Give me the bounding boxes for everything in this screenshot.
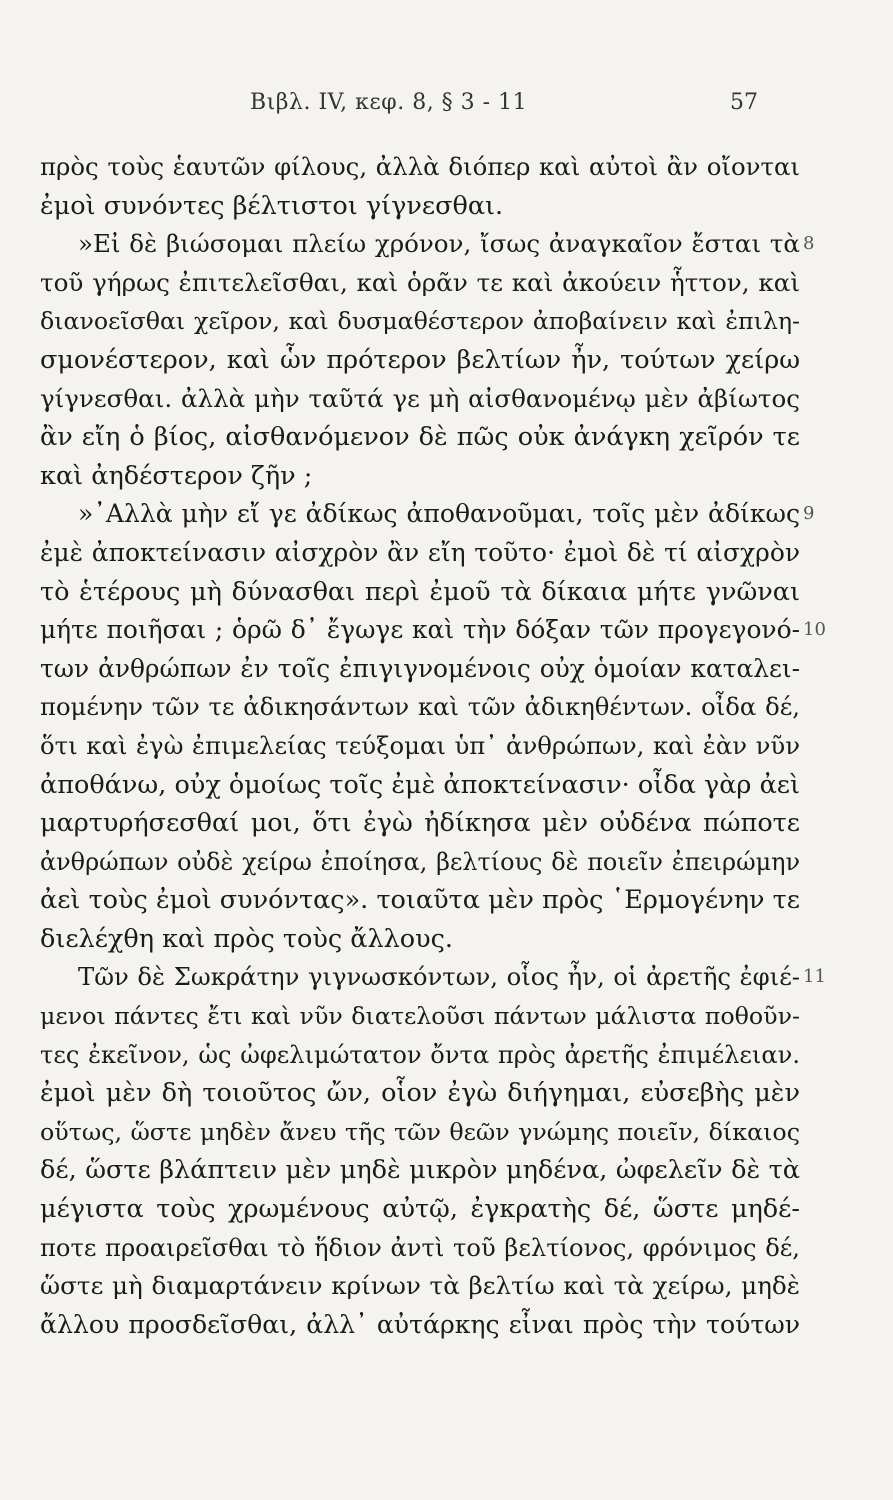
text-line-content: διελέχθη καὶ πρὸς τοὺς ἄλλους. (40, 923, 454, 954)
text-line-content: τὸ ἑτέρους μὴ δύνασθαι περὶ ἐμοῦ τὰ δίκαια μήτε γνῶναι (40, 576, 800, 607)
text-line-content: καὶ ἀηδέστερον ζῆν ; (40, 460, 313, 491)
body-text (40, 148, 826, 1344)
text-line (40, 187, 800, 226)
text-line-content: ἐμοὶ συνόντες βέλτιστοι γίγνεσθαι. (40, 190, 504, 221)
text-line-content: ἀποθάνω, οὐχ ὁμοίως τοῖς ἐμὲ ἀποκτείνασιν· οἶδα γὰρ ἀεὶ (40, 769, 800, 800)
text-line-content: γίγνεσθαι. ἀλλὰ μὴν ταῦτά γε μὴ αἰσθανομένῳ μὲν ἀβίωτος (40, 383, 800, 413)
text-line (40, 1190, 800, 1229)
text-line (40, 1074, 800, 1113)
text-line (40, 457, 800, 496)
text-line (40, 881, 800, 920)
text-line-content: ἀεὶ τοὺς ἐμοὶ συνόντας». τοιαῦτα μὲν πρὸς ῾Ερμογένην τε (40, 885, 800, 916)
text-line (40, 264, 800, 303)
text-line (40, 611, 826, 650)
text-line (40, 380, 800, 419)
text-line-content: ἀνθρώπων οὐδὲ χείρω ἐποίησα, βελτίους δὲ ποιεῖν ἐπειρώμην (40, 847, 800, 876)
text-line-content: διανοεῖσθαι χεῖρον, καὶ δυσμαθέστερον ἀποβαίνειν καὶ ἐπιλη- (40, 307, 800, 336)
text-line-content: των ἀνθρώπων ἐν τοῖς ἐπιγιγνομένοις οὐχ ὁμοίαν καταλει- (40, 653, 800, 683)
text-line (40, 843, 800, 882)
text-line-content: ἐμοὶ μὲν δὴ τοιοῦτος ὤν, οἷον ἐγὼ διήγημαι, εὐσεβὴς μὲν (40, 1078, 800, 1109)
text-line-content: δέ, ὥστε βλάπτειν μὲν μηδὲ μικρὸν μηδένα, ὠφελεῖν δὲ τὰ (40, 1155, 800, 1186)
text-line-content: σμονέστερον, καὶ ὧν πρότερον βελτίων ἦν, τούτων χείρω (40, 344, 800, 375)
text-line-content: ὥστε μὴ διαμαρτάνειν κρίνων τὰ βελτίω καὶ τὰ χείρω, μηδὲ (40, 1271, 800, 1301)
text-line (40, 1113, 800, 1152)
text-line (40, 573, 800, 612)
text-line (40, 727, 800, 766)
text-line (40, 1036, 800, 1075)
section-number: 11 (803, 966, 826, 988)
running-head: Βιβλ. IV, κεφ. 8, § 3 - 11 (250, 90, 528, 115)
text-line-content: μήτε ποιῆσαι ; ὁρῶ δ᾽ ἔγωγε καὶ τὴν δόξαν τῶν προγεγονό- (40, 615, 800, 645)
text-line-content: ἐμὲ ἀποκτείνασιν αἰσχρὸν ἂν εἴη τοῦτο· ἐμοὶ δὲ τί αἰσχρὸν (40, 537, 800, 567)
text-line (40, 418, 800, 457)
text-line (40, 341, 800, 380)
text-line (40, 920, 800, 959)
text-line (40, 766, 800, 805)
text-line (40, 1151, 800, 1190)
text-line (40, 650, 800, 689)
text-line (40, 225, 815, 264)
text-line (40, 302, 800, 341)
section-number: 8 (803, 233, 815, 255)
text-line (40, 688, 800, 727)
text-line-content: Τῶν δὲ Σωκράτην γιγνωσκόντων, οἷος ἦν, οἱ ἀρετῆς ἐφιέ- (78, 962, 800, 992)
text-line-content: μαρτυρήσεσθαί μοι, ὅτι ἐγὼ ἠδίκησα μὲν οὐδένα πώποτε (40, 808, 800, 839)
text-line (40, 495, 815, 534)
text-line-content: »Εἰ δὲ βιώσομαι πλείω χρόνον, ἴσως ἀναγκαῖον ἔσται τὰ (78, 229, 800, 259)
text-line-content: ποτε προαιρεῖσθαι τὸ ἥδιον ἀντὶ τοῦ βελτίονος, φρόνιμος δέ, (40, 1233, 800, 1262)
text-line-content: »᾽Αλλὰ μὴν εἴ γε ἀδίκως ἀποθανοῦμαι, τοῖς μὲν ἀδίκως (78, 499, 800, 529)
text-line (40, 1306, 800, 1345)
section-number: 10 (803, 619, 826, 641)
text-line (40, 804, 800, 843)
text-line-content: μενοι πάντες ἔτι καὶ νῦν διατελοῦσι πάντων μάλιστα ποθοῦν- (40, 1002, 800, 1031)
text-line (40, 534, 800, 573)
text-line-content: ἂν εἴη ὁ βίος, αἰσθανόμενον δὲ πῶς οὐκ ἀνάγκη χεῖρόν τε (40, 422, 800, 453)
text-line-content: οὕτως, ὥστε μηδὲν ἄνευ τῆς τῶν θεῶν γνώμης ποιεῖν, δίκαιος (40, 1117, 800, 1146)
page-number: 57 (730, 90, 758, 115)
text-line-content: πομένην τῶν τε ἀδικησάντων καὶ τῶν ἀδικηθέντων. οἶδα δέ, (40, 692, 800, 722)
text-line (40, 958, 826, 997)
text-line-content: τοῦ γήρως ἐπιτελεῖσθαι, καὶ ὁρᾶν τε καὶ ἀκούειν ἧττον, καὶ (40, 267, 800, 297)
text-line (40, 148, 800, 187)
text-line-content: ἄλλου προσδεῖσθαι, ἀλλ᾽ αὐτάρκης εἶναι πρὸς τὴν τούτων (40, 1309, 800, 1339)
page-header (0, 90, 893, 130)
text-line-content: ὅτι καὶ ἐγὼ ἐπιμελείας τεύξομαι ὑπ᾽ ἀνθρώπων, καὶ ἐὰν νῦν (40, 730, 800, 760)
text-line (40, 997, 800, 1036)
text-line-content: τες ἐκεῖνον, ὡς ὠφελιμώτατον ὄντα πρὸς ἀρετῆς ἐπιμέλειαν. (40, 1040, 800, 1069)
text-line-content: πρὸς τοὺς ἑαυτῶν φίλους, ἀλλὰ διόπερ καὶ αὐτοὶ ἂν οἴονται (40, 152, 800, 181)
text-line-content: μέγιστα τοὺς χρωμένους αὐτῷ, ἐγκρατὴς δέ, ὥστε μηδέ- (40, 1194, 800, 1225)
text-line (40, 1267, 800, 1306)
text-line (40, 1229, 800, 1268)
section-number: 9 (803, 503, 815, 525)
